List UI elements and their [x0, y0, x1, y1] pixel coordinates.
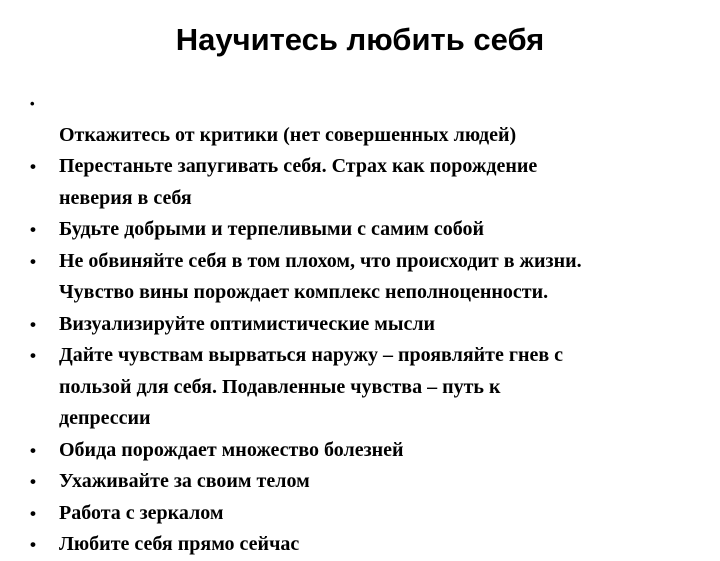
bullet-icon: •	[30, 535, 36, 554]
bullet-item	[30, 151, 710, 214]
bullet-text	[59, 529, 710, 561]
bullet-item	[30, 340, 710, 435]
bullet-text-line: Перестаньте запугивать себя. Страх как порождение	[59, 155, 538, 177]
bullet-item	[30, 88, 710, 151]
bullet-text	[59, 309, 710, 341]
bullet-text	[59, 246, 710, 309]
bullet-icon: •	[30, 96, 35, 111]
bullet-text-line: Не обвиняйте себя в том плохом, что происходит в жизни.	[59, 249, 582, 272]
bullet-icon: •	[30, 251, 36, 271]
bullet-text-line: Работа с зеркалом	[59, 501, 224, 524]
bullet-icon: •	[30, 472, 36, 491]
bullet-item	[30, 214, 710, 246]
bullet-text	[59, 214, 710, 246]
bullet-text-line: депрессии	[59, 407, 151, 429]
bullet-text-line: Откажитесь от критики (нет совершенных людей)	[59, 123, 517, 146]
bullet-text-line: Дайте чувствам вырваться наружу – проявляйте гнев с	[59, 344, 564, 366]
bullet-text-line: Визуализируйте оптимистические мысли	[59, 312, 436, 335]
bullet-text-line: пользой для себя. Подавленные чувства – путь к	[59, 375, 501, 398]
bullet-text	[59, 435, 710, 467]
bullet-text	[59, 498, 710, 530]
bullet-item	[30, 466, 710, 498]
bullet-text-line: Любите себя прямо сейчас	[59, 533, 300, 555]
bullet-item	[30, 246, 710, 309]
bullet-text-line: Обида порождает множество болезней	[59, 438, 404, 461]
bullet-text	[59, 466, 710, 498]
bullet-item	[30, 309, 710, 341]
bullet-text-line: Будьте добрыми и терпеливыми с самим собой	[59, 218, 485, 240]
bullet-text	[59, 340, 710, 435]
bullet-icon: •	[30, 314, 36, 334]
bullet-icon: •	[30, 440, 36, 460]
bullet-icon: •	[30, 346, 36, 365]
bullet-item	[30, 498, 710, 530]
slide-title: Научитесь любить себя	[175, 22, 545, 57]
bullet-text	[59, 92, 710, 151]
bullet-text-line: Ухаживайте за своим телом	[59, 470, 310, 492]
bullet-list	[30, 88, 710, 561]
bullet-item	[30, 529, 710, 561]
bullet-item	[30, 435, 710, 467]
bullet-icon: •	[30, 220, 36, 239]
bullet-text-line: Чувство вины порождает комплекс неполноценности.	[59, 281, 549, 303]
bullet-icon: •	[30, 503, 36, 523]
bullet-icon: •	[30, 157, 36, 176]
bullet-text	[59, 151, 710, 214]
bullet-text-line: неверия в себя	[59, 186, 192, 209]
